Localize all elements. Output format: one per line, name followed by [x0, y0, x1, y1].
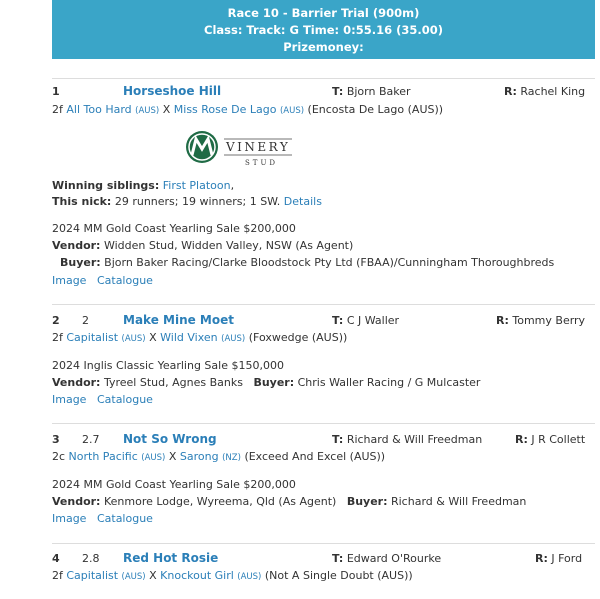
trainer: T: C J Waller — [332, 314, 400, 327]
odds: 2 — [82, 314, 89, 327]
runner-entry — [52, 543, 595, 594]
trainer: T: Richard & Will Freedman — [332, 433, 483, 446]
pedigree-line: 2c North Pacific (AUS) X Sarong (NZ) (Exceed And Excel (AUS)) — [52, 450, 386, 463]
media-links — [52, 393, 153, 406]
sire-link[interactable]: Capitalist (AUS) — [66, 569, 146, 582]
image-link[interactable]: Image — [52, 274, 87, 287]
catalogue-link[interactable]: Catalogue — [96, 274, 153, 287]
race-prizemoney: Prizemoney: — [283, 40, 364, 54]
nick-stats: This nick: 29 runners; 19 winners; 1 SW. Details — [52, 195, 322, 208]
vinery-stud-logo — [180, 125, 296, 169]
rider: R: J Ford — [535, 552, 583, 565]
svg-text:VINERY: VINERY — [226, 140, 291, 154]
finish-position: 3 — [52, 433, 60, 446]
winning-siblings: Winning siblings: First Platoon, — [52, 179, 235, 192]
vendor-info: Vendor: Widden Stud, Widden Valley, NSW (As Agent) — [52, 239, 354, 252]
horse-name-link[interactable]: Red Hot Rosie — [123, 551, 219, 565]
runner-entry — [52, 423, 595, 534]
details-link[interactable]: Details — [283, 195, 322, 208]
finish-position: 1 — [52, 85, 60, 98]
sire-link[interactable]: North Pacific (AUS) — [68, 450, 166, 463]
rider: R: Rachel King — [504, 85, 586, 98]
buyer-info: Buyer: Bjorn Baker Racing/Clarke Bloodstock Pty Ltd (FBAA)/Cunningham Thoroughbreds — [60, 256, 555, 269]
race-header — [52, 0, 595, 59]
rider: R: Tommy Berry — [496, 314, 586, 327]
pedigree-line: 2f Capitalist (AUS) X Wild Vixen (AUS) (Foxwedge (AUS)) — [52, 331, 348, 344]
pedigree-line: 2f All Too Hard (AUS) X Miss Rose De Lago (AUS) (Encosta De Lago (AUS)) — [52, 103, 444, 116]
dam-link[interactable]: Knockout Girl (AUS) — [160, 569, 262, 582]
dam-link[interactable]: Sarong (NZ) — [179, 450, 241, 463]
runner-entry — [52, 78, 595, 299]
dam-link[interactable]: Wild Vixen (AUS) — [160, 331, 246, 344]
media-links — [52, 274, 153, 287]
odds: 2.7 — [82, 433, 100, 446]
image-link[interactable]: Image — [52, 393, 87, 406]
rider: R: J R Collett — [515, 433, 586, 446]
vendor-buyer-info: Vendor: Kenmore Lodge, Wyreema, Qld (As Agent) Buyer: Richard & Will Freedman — [52, 495, 527, 508]
sale-info: 2024 Inglis Classic Yearling Sale $150,000 — [52, 359, 284, 372]
sire-link[interactable]: Capitalist (AUS) — [66, 331, 146, 344]
odds: 2.8 — [82, 552, 100, 565]
catalogue-link[interactable]: Catalogue — [96, 512, 153, 525]
media-links — [52, 512, 153, 525]
trainer: T: Edward O'Rourke — [332, 552, 442, 565]
horse-name-link[interactable]: Horseshoe Hill — [123, 84, 222, 98]
trainer-name: Bjorn Baker — [346, 85, 411, 98]
finish-position: 4 — [52, 552, 60, 565]
sale-info: 2024 MM Gold Coast Yearling Sale $200,000 — [52, 478, 296, 491]
catalogue-link[interactable]: Catalogue — [96, 393, 153, 406]
rider-name: Rachel King — [520, 85, 586, 98]
runner-entry — [52, 304, 595, 415]
pedigree-line: 2f Capitalist (AUS) X Knockout Girl (AUS) (Not A Single Doubt (AUS)) — [52, 569, 413, 582]
race-class-time: Class: Track: G Time: 0:55.16 (35.00) — [204, 23, 443, 37]
sale-info: 2024 MM Gold Coast Yearling Sale $200,000 — [52, 222, 296, 235]
horse-name-link[interactable]: Make Mine Moet — [123, 313, 234, 327]
horse-name-link[interactable]: Not So Wrong — [123, 432, 217, 446]
image-link[interactable]: Image — [52, 512, 87, 525]
finish-position: 2 — [52, 314, 60, 327]
trainer: T: Bjorn Baker — [332, 85, 411, 98]
svg-text:STUD: STUD — [245, 159, 278, 167]
sire-link[interactable]: All Too Hard (AUS) — [66, 103, 160, 116]
vendor-buyer-info: Vendor: Tyreel Stud, Agnes Banks Buyer: Chris Waller Racing / G Mulcaster — [52, 376, 481, 389]
dam-link[interactable]: Miss Rose De Lago (AUS) — [173, 103, 305, 116]
race-title: Race 10 - Barrier Trial (900m) — [227, 6, 420, 20]
sibling-link[interactable]: First Platoon — [162, 179, 231, 192]
